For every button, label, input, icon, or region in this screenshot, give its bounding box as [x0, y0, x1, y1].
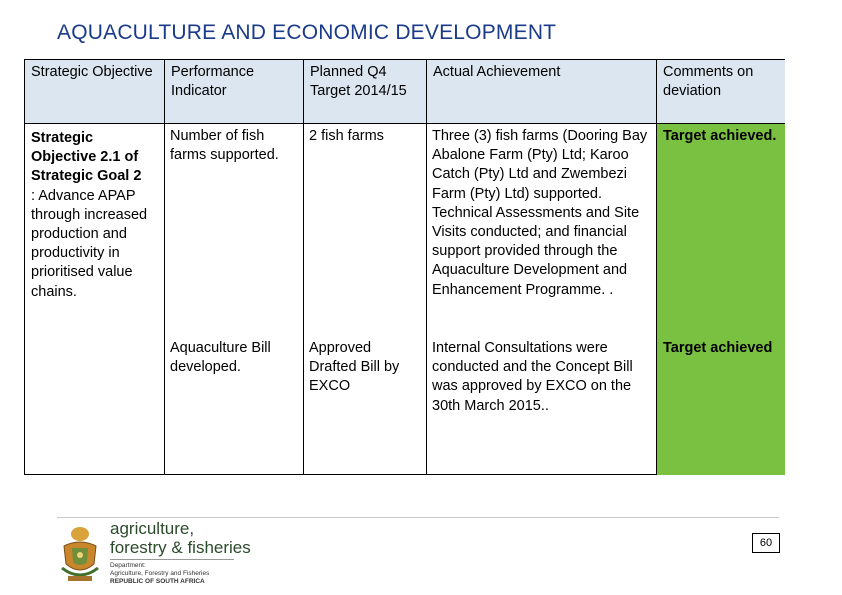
column-divider	[303, 60, 304, 474]
header-strategic-objective: Strategic Objective	[25, 60, 165, 124]
coat-of-arms-icon	[58, 524, 102, 584]
department-logo	[110, 520, 251, 586]
row1-target: 2 fish farms	[309, 128, 384, 144]
dept-country: REPUBLIC OF SOUTH AFRICA	[110, 578, 205, 585]
header-performance-indicator: Performance Indicator	[165, 60, 304, 124]
footer-divider	[57, 517, 779, 518]
dept-name-line2: forestry & fisheries	[110, 538, 251, 557]
row1-achievement: Three (3) fish farms (Dooring Bay Abalone Farm (Pty) Ltd; Karoo Catch (Pty) Ltd and Zwembezi Farm (Pty) Ltd) supported. Technical Assessments and Site Visits conducted; and financial support provided through the Aquaculture Development and Enhancement Programme. .	[432, 128, 648, 298]
dept-small-line1: Department:	[110, 562, 146, 569]
column-divider	[164, 60, 165, 474]
page-number: 60	[752, 533, 780, 553]
row1-comment: Target achieved.	[663, 128, 777, 144]
performance-table	[24, 59, 785, 475]
row2-achievement: Internal Consultations were conducted and the Concept Bill was approved by EXCO on the 30th March 2015..	[432, 340, 633, 414]
dept-small-line2: Agriculture, Forestry and Fisheries	[110, 570, 210, 577]
strategic-objective-name: Strategic Objective 2.1 of Strategic Goal 2	[31, 130, 142, 185]
header-comments: Comments on deviation	[657, 60, 785, 124]
row2-indicator: Aquaculture Bill developed.	[170, 340, 271, 376]
row2-target: Approved Drafted Bill by EXCO	[309, 340, 400, 395]
comments-column-fill	[657, 124, 785, 475]
strategic-objective-cell	[25, 126, 164, 305]
strategic-objective-description: : Advance APAP through increased production and productivity in prioritised value chains.	[31, 187, 148, 300]
dept-name-line1: agriculture,	[110, 519, 195, 538]
row1-indicator: Number of fish farms supported.	[170, 128, 279, 164]
dept-logo-divider	[110, 559, 234, 560]
page-title: AQUACULTURE AND ECONOMIC DEVELOPMENT	[57, 21, 557, 44]
header-planned-target: Planned Q4 Target 2014/15	[304, 60, 427, 124]
header-actual-achievement: Actual Achievement	[427, 60, 657, 124]
row2-comment: Target achieved	[663, 340, 773, 356]
